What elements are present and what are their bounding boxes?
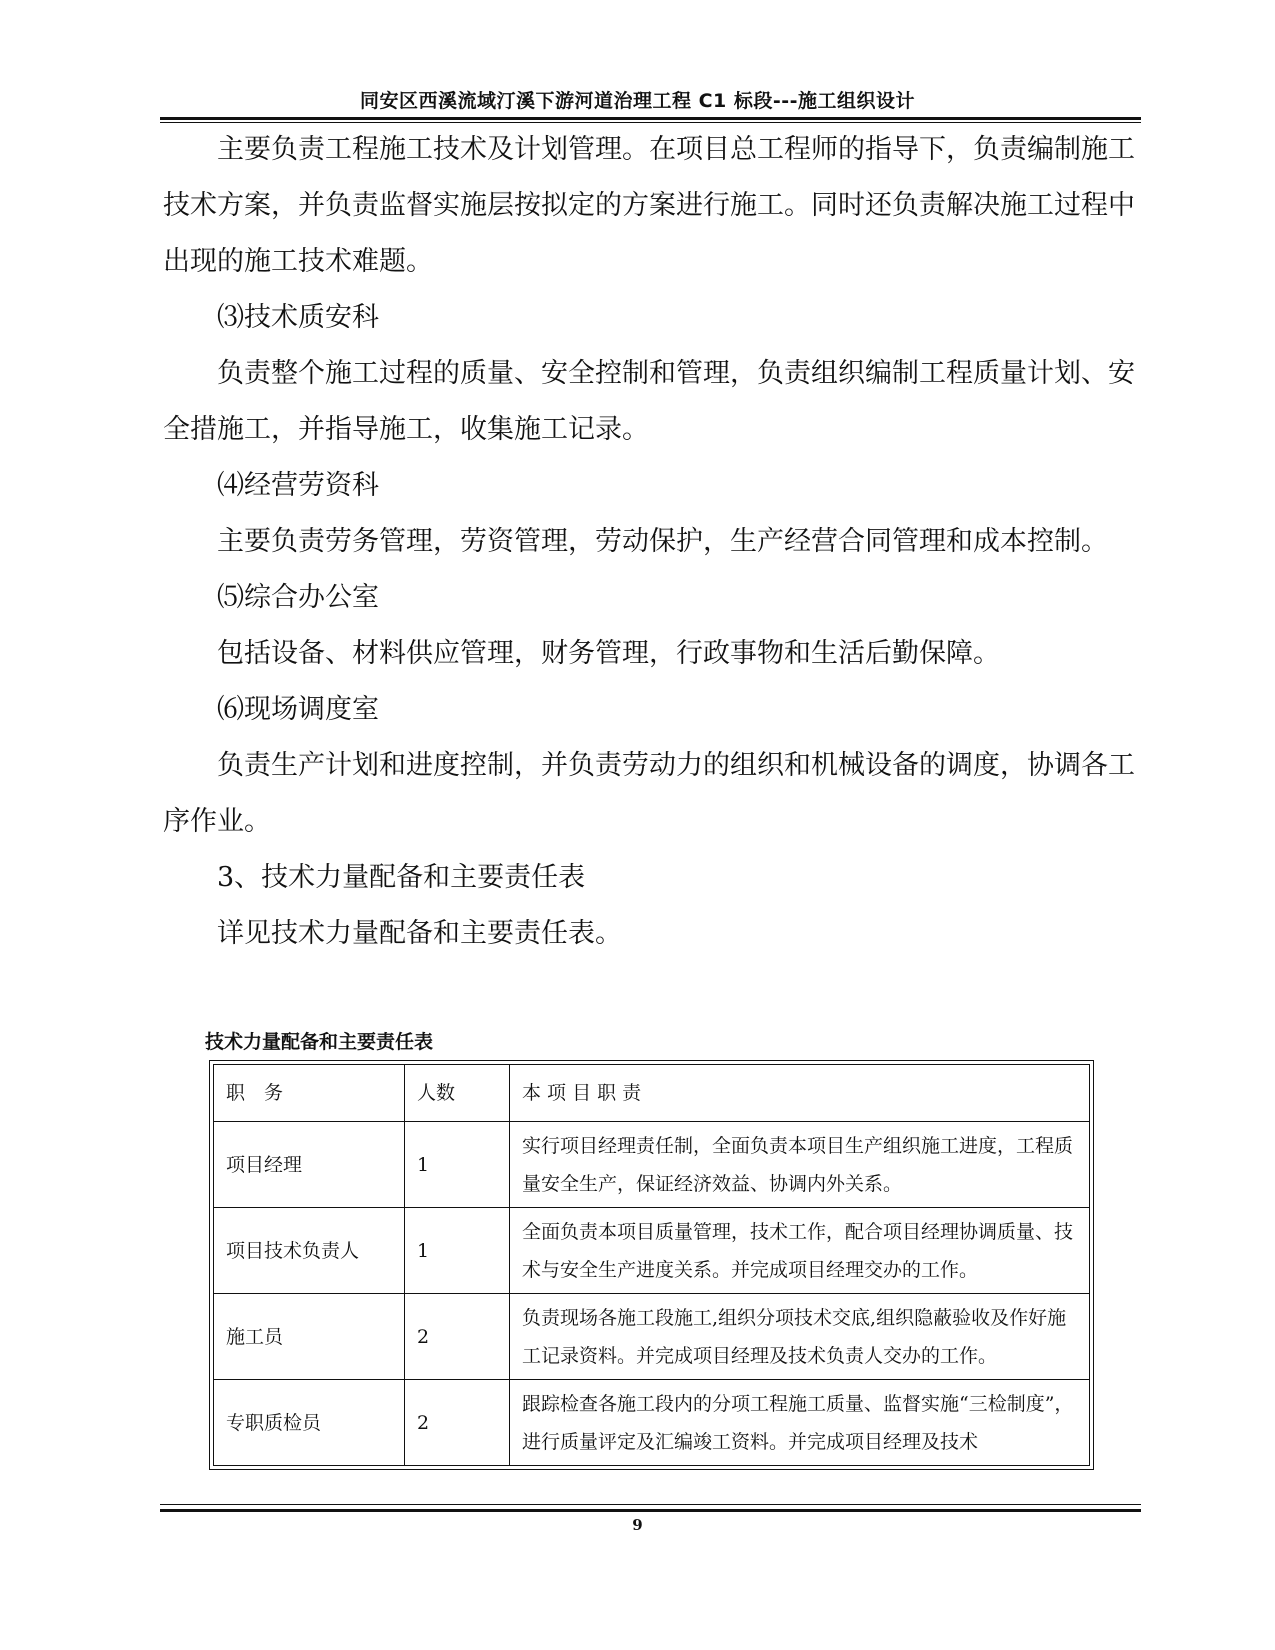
table-header-cell: 职 务 [214,1065,405,1122]
duty-cell: 实行项目经理责任制，全面负责本项目生产组织施工进度，工程质量安全生产，保证经济效益、协调内外关系。 [510,1122,1090,1208]
count-cell: 2 [405,1294,510,1380]
footer-rule [160,1509,1141,1512]
body-text [163,122,1153,962]
page-number: 9 [632,1516,643,1534]
role-cell: 项目技术负责人 [214,1208,405,1294]
duty-cell: 跟踪检查各施工段内的分项工程施工质量、监督实施“三检制度”，进行质量评定及汇编竣工资料。并完成项目经理及技术 [510,1380,1090,1466]
table-row [214,1208,1090,1294]
table-row [214,1380,1090,1466]
paragraph: 负责生产计划和进度控制，并负责劳动力的组织和机械设备的调度，协调各工序作业。 [163,750,1135,837]
count-cell: 2 [405,1380,510,1466]
section-heading: 3、技术力量配备和主要责任表 [217,862,586,893]
role-cell: 施工员 [214,1294,405,1380]
paragraph: 包括设备、材料供应管理，财务管理，行政事物和生活后勤保障。 [217,638,1000,669]
table-header-cell: 本 项 目 职 责 [510,1065,1090,1122]
role-cell: 项目经理 [214,1122,405,1208]
duty-cell: 负责现场各施工段施工,组织分项技术交底,组织隐蔽验收及作好施工记录资料。并完成项目经理及技术负责人交办的工作。 [510,1294,1090,1380]
role-cell: 专职质检员 [214,1380,405,1466]
duty-cell: 全面负责本项目质量管理，技术工作，配合项目经理协调质量、技术与安全生产进度关系。并完成项目经理交办的工作。 [510,1208,1090,1294]
paragraph: 主要负责工程施工技术及计划管理。在项目总工程师的指导下，负责编制施工技术方案，并负责监督实施层按拟定的方案进行施工。同时还负责解决施工过程中出现的施工技术难题。 [163,134,1135,277]
paragraph: 负责整个施工过程的质量、安全控制和管理，负责组织编制工程质量计划、安全措施工，并指导施工，收集施工记录。 [163,358,1135,445]
table-caption: 技术力量配备和主要责任表 [205,1031,434,1053]
table-header-cell: 人数 [405,1065,510,1122]
section-heading: ⑸综合办公室 [217,582,379,613]
document-header-title: 同安区西溪流域汀溪下游河道治理工程 C1 标段---施工组织设计 [359,90,916,112]
responsibility-table [213,1064,1090,1466]
paragraph: 主要负责劳务管理，劳资管理，劳动保护，生产经营合同管理和成本控制。 [217,526,1108,557]
header-rule [160,117,1141,120]
count-cell: 1 [405,1208,510,1294]
footer-rule-thin [160,1504,1141,1505]
section-heading: ⑷经营劳资科 [217,470,379,501]
section-heading: ⑹现场调度室 [217,694,379,725]
table-header-row [214,1065,1090,1122]
count-cell: 1 [405,1122,510,1208]
table-row [214,1294,1090,1380]
section-heading: ⑶技术质安科 [217,302,379,333]
paragraph: 详见技术力量配备和主要责任表。 [217,918,622,949]
table-row [214,1122,1090,1208]
